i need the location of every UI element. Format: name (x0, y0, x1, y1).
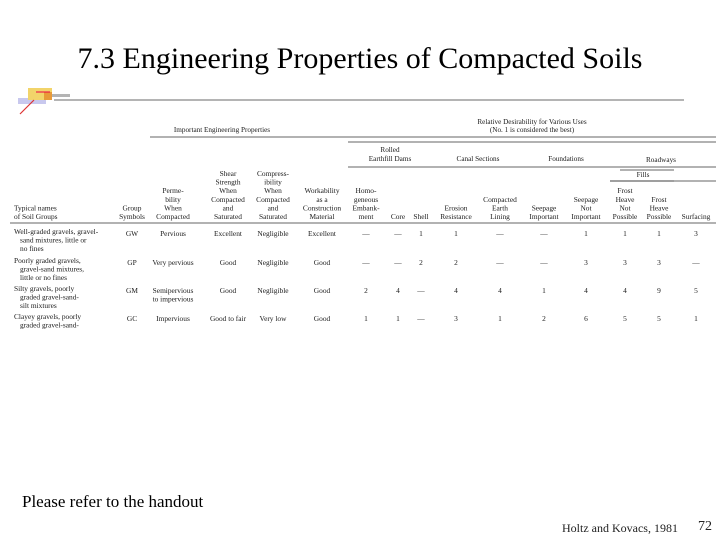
row-cell-surf: — (692, 258, 700, 267)
column-header-erosion: Erosion (444, 203, 468, 213)
row-soil-name: Well-graded gravels, gravel- (14, 227, 99, 236)
column-header-compress: Saturated (259, 212, 287, 221)
column-header-work: Workability (304, 186, 340, 196)
row-cell-core: 4 (396, 286, 400, 295)
row-cell-compress: Negligible (257, 258, 289, 267)
column-header-names: of Soil Groups (14, 212, 58, 221)
column-header-shell: Shell (413, 212, 429, 221)
column-header-erosion: Resistance (440, 212, 472, 221)
column-header-fh_not: Not (619, 203, 631, 213)
column-header-shear: Saturated (214, 212, 242, 221)
group-header-desirability: Relative Desirability for Various Uses (477, 118, 587, 126)
row-cell-group: GM (126, 286, 138, 295)
row-cell-seep_imp: 1 (542, 286, 546, 295)
column-header-fh_pos: Heave (649, 203, 669, 213)
group-header-canal-sections: Canal Sections (456, 155, 500, 163)
row-cell-shell: 1 (419, 229, 423, 238)
row-soil-name: sand mixtures, little or (20, 235, 87, 245)
row-cell-work: Excellent (308, 229, 336, 238)
row-cell-fh_not: 3 (623, 258, 627, 267)
row-cell-group: GC (126, 314, 138, 323)
row-soil-name: Silty gravels, poorly (14, 284, 75, 293)
column-header-seep_not: Important (571, 212, 601, 221)
row-cell-work: Good (313, 286, 331, 295)
group-header-fills: Fills (636, 171, 650, 179)
column-header-homog: Embank- (352, 203, 380, 213)
row-soil-name: gravel-sand mixtures, (20, 264, 85, 274)
column-header-shear: When (219, 186, 237, 196)
column-header-surf: Surfacing (681, 212, 711, 221)
column-header-seep_imp: Important (529, 212, 559, 221)
column-header-names: Typical names (14, 203, 57, 213)
column-header-work: Construction (302, 203, 342, 213)
handout-note: Please refer to the handout (22, 492, 204, 511)
slide-title: 7.3 Engineering Properties of Compacted Soils (77, 42, 643, 75)
row-cell-shear: Excellent (214, 229, 242, 238)
row-cell-seep_imp: — (540, 258, 548, 267)
row-soil-name: graded gravel-sand- (20, 292, 79, 302)
group-header-properties: Important Engineering Properties (173, 126, 271, 134)
column-header-shear: and (222, 203, 234, 213)
row-soil-name: Clayey gravels, poorly (14, 312, 82, 321)
row-cell-homog: 1 (364, 314, 368, 323)
column-header-compress: Compress- (256, 169, 290, 178)
row-cell-perm: Impervious (156, 314, 190, 323)
row-cell-surf: 1 (694, 314, 698, 323)
row-cell-fh_not: 5 (623, 314, 627, 323)
row-cell-fh_pos: 1 (657, 229, 661, 238)
row-soil-name: little or no fines (20, 273, 68, 283)
row-soil-name: Poorly graded gravels, (14, 256, 81, 265)
row-cell-perm: Semipervious (152, 286, 194, 295)
column-header-group: Symbols (119, 212, 145, 221)
column-header-seep_imp: Seepage (531, 203, 557, 213)
table-graphic (10, 112, 716, 338)
column-header-perm: When (164, 203, 182, 213)
row-cell-fh_pos: 3 (657, 258, 661, 267)
column-header-fh_not: Possible (612, 212, 638, 221)
row-cell-compress: Negligible (257, 229, 289, 238)
column-headers (14, 169, 711, 221)
row-cell-group: GP (127, 258, 137, 267)
row-cell-erosion: 1 (454, 229, 458, 238)
row-cell-shear: Good to fair (209, 314, 247, 323)
row-cell-lining: — (496, 258, 504, 267)
column-header-work: as a (316, 194, 328, 204)
table-body (14, 227, 700, 330)
column-header-compress: Compacted (256, 194, 290, 204)
row-cell-lining: 1 (498, 314, 502, 323)
column-header-compress: ibility (264, 177, 282, 187)
row-cell-seep_imp: 2 (542, 314, 546, 323)
row-cell-fh_pos: 9 (657, 286, 661, 295)
row-cell-work: Good (313, 314, 331, 323)
group-header-desirability-note: (No. 1 is considered the best) (489, 126, 575, 134)
row-cell-erosion: 2 (454, 258, 458, 267)
row-cell-lining: — (496, 229, 504, 238)
row-cell-shell: — (417, 286, 425, 295)
row-cell-seep_not: 3 (584, 258, 588, 267)
row-cell-seep_not: 1 (584, 229, 588, 238)
row-cell-seep_not: 4 (584, 286, 588, 295)
citation: Holtz and Kovacs, 1981 (562, 521, 678, 535)
row-cell-surf: 5 (694, 286, 698, 295)
column-header-group: Group (122, 203, 142, 213)
row-cell-seep_imp: — (540, 229, 548, 238)
row-cell-work: Good (313, 258, 331, 267)
group-header-rolled: Rolled (380, 146, 400, 154)
row-cell-fh_not: 4 (623, 286, 627, 295)
column-header-fh_not: Heave (615, 194, 635, 204)
row-cell-fh_pos: 5 (657, 314, 661, 323)
column-header-homog: geneous (353, 194, 379, 204)
column-header-seep_not: Seepage (573, 194, 599, 204)
column-header-lining: Earth (491, 203, 509, 213)
row-cell-core: — (394, 258, 402, 267)
row-cell-perm-extra: to impervious (152, 294, 194, 304)
group-header-foundations: Foundations (548, 155, 584, 163)
row-soil-name: no fines (20, 244, 44, 254)
row-cell-perm: Pervious (160, 229, 186, 238)
row-cell-compress: Negligible (257, 286, 289, 295)
row-cell-core: 1 (396, 314, 400, 323)
row-cell-shear: Good (219, 286, 237, 295)
column-header-fh_pos: Possible (646, 212, 672, 221)
row-cell-fh_not: 1 (623, 229, 627, 238)
column-header-perm: Perme- (162, 186, 184, 196)
column-header-shear: Shear (219, 169, 237, 178)
soil-properties-table (10, 112, 716, 338)
column-header-perm: Compacted (156, 212, 190, 221)
column-header-shear: Compacted (211, 194, 245, 204)
column-header-lining: Lining (490, 212, 510, 221)
title-underline (54, 99, 684, 101)
row-cell-core: — (394, 229, 402, 238)
column-header-shear: Strength (215, 177, 241, 187)
column-header-compress: and (267, 203, 279, 213)
row-cell-erosion: 4 (454, 286, 458, 295)
row-cell-surf: 3 (694, 229, 698, 238)
column-header-seep_not: Not (580, 203, 592, 213)
column-header-core: Core (390, 212, 406, 221)
column-header-lining: Compacted (483, 194, 517, 204)
row-cell-shell: — (417, 314, 425, 323)
column-header-perm: bility (165, 194, 181, 204)
row-cell-compress: Very low (259, 314, 287, 323)
column-header-fh_not: Frost (617, 186, 633, 196)
column-header-homog: Homo- (355, 186, 377, 196)
page-number: 72 (698, 519, 712, 534)
row-soil-name: silt mixtures (20, 301, 57, 311)
group-header-earthfill-dams: Earthfill Dams (368, 155, 412, 163)
row-cell-homog: 2 (364, 286, 368, 295)
column-header-fh_pos: Frost (651, 194, 667, 204)
row-cell-group: GW (125, 229, 139, 238)
row-cell-seep_not: 6 (584, 314, 588, 323)
column-header-work: Material (309, 212, 335, 221)
column-header-compress: When (264, 186, 282, 196)
row-soil-name: graded gravel-sand- (20, 320, 79, 330)
row-cell-homog: — (362, 258, 370, 267)
row-cell-shell: 2 (419, 258, 423, 267)
column-header-homog: ment (358, 212, 374, 221)
row-cell-erosion: 3 (454, 314, 458, 323)
group-header-roadways: Roadways (646, 156, 676, 164)
row-cell-homog: — (362, 229, 370, 238)
row-cell-lining: 4 (498, 286, 502, 295)
row-cell-shear: Good (219, 258, 237, 267)
row-cell-perm: Very pervious (152, 258, 194, 267)
